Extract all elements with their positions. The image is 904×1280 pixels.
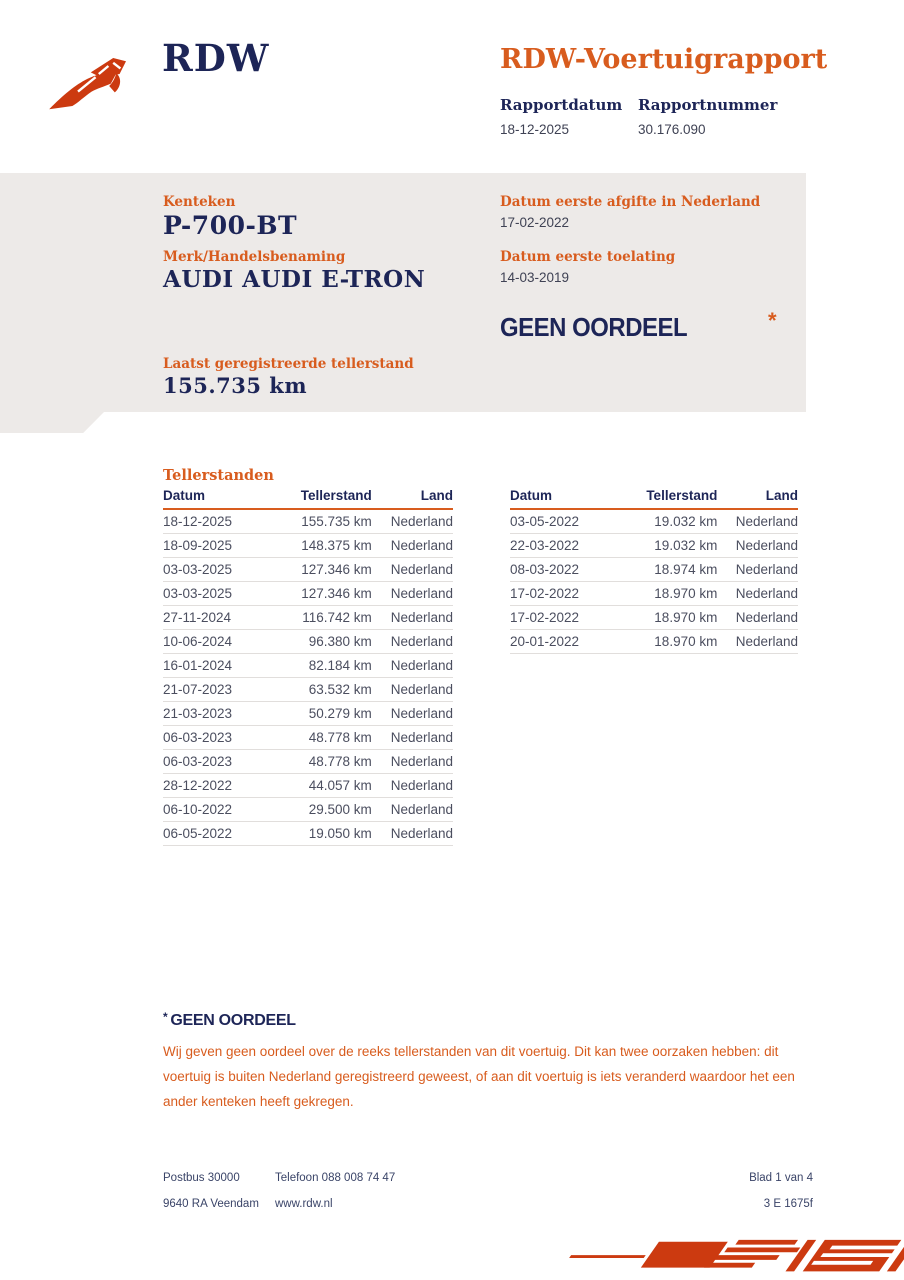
report-date-label: Rapportdatum — [500, 96, 623, 114]
rdw-feather-logo-icon — [40, 50, 148, 114]
table-cell: Nederland — [372, 606, 453, 630]
table-cell: 19.032 km — [622, 534, 717, 558]
table-cell: 21-03-2023 — [163, 702, 276, 726]
toelating-value: 14-03-2019 — [500, 270, 570, 285]
table-cell: 10-06-2024 — [163, 630, 276, 654]
afgifte-label: Datum eerste afgifte in Nederland — [500, 194, 761, 210]
table-cell: Nederland — [372, 630, 453, 654]
table-row — [163, 702, 453, 726]
table-cell: 18-12-2025 — [163, 509, 276, 534]
table-cell: Nederland — [717, 558, 798, 582]
table-cell: Nederland — [372, 774, 453, 798]
footnote-asterisk: * — [163, 1010, 168, 1024]
merk-value: AUDI AUDI E-TRON — [163, 266, 426, 293]
table-cell: Nederland — [372, 702, 453, 726]
table-cell: 03-03-2025 — [163, 582, 276, 606]
verdict-footnote — [163, 1010, 825, 1114]
table-cell: 20-01-2022 — [510, 630, 622, 654]
footer-phone: Telefoon 088 008 74 47 — [275, 1172, 396, 1184]
table-cell: Nederland — [372, 798, 453, 822]
table-cell: 18.970 km — [622, 630, 717, 654]
kenteken-value: P-700-BT — [163, 211, 298, 240]
table-header-row — [510, 488, 798, 509]
table-cell: 29.500 km — [276, 798, 372, 822]
table-cell: 127.346 km — [276, 582, 372, 606]
table-cell: 08-03-2022 — [510, 558, 622, 582]
table-cell: Nederland — [372, 582, 453, 606]
odometer-table-left — [163, 488, 453, 846]
table-cell: 03-05-2022 — [510, 509, 622, 534]
table-row — [510, 630, 798, 654]
table-cell: 06-05-2022 — [163, 822, 276, 846]
table-row — [163, 822, 453, 846]
table-row — [163, 582, 453, 606]
table-cell: Nederland — [372, 822, 453, 846]
summary-panel-notch — [0, 412, 104, 433]
column-header-land: Land — [372, 488, 453, 509]
table-row — [163, 654, 453, 678]
kenteken-label: Kenteken — [163, 194, 236, 210]
footnote-heading — [163, 1010, 825, 1030]
table-row — [163, 534, 453, 558]
table-cell: 127.346 km — [276, 558, 372, 582]
footer-contact — [163, 1172, 813, 1224]
table-row — [163, 798, 453, 822]
report-number-value: 30.176.090 — [638, 122, 706, 137]
report-number-label: Rapportnummer — [638, 96, 778, 114]
table-cell: 148.375 km — [276, 534, 372, 558]
table-cell: Nederland — [372, 558, 453, 582]
table-header-row — [163, 488, 453, 509]
table-row — [163, 558, 453, 582]
footer-website: www.rdw.nl — [275, 1198, 333, 1210]
table-row — [163, 678, 453, 702]
page-title: RDW-Voertuigrapport — [500, 44, 828, 75]
table-row — [163, 750, 453, 774]
table-cell: 17-02-2022 — [510, 582, 622, 606]
report-meta — [500, 96, 777, 137]
section-title-tellerstanden: Tellerstanden — [163, 467, 274, 484]
merk-label: Merk/Handelsbenaming — [163, 249, 346, 265]
table-cell: 48.778 km — [276, 726, 372, 750]
afgifte-value: 17-02-2022 — [500, 215, 570, 230]
column-header-datum: Datum — [510, 488, 622, 509]
table-cell: 18.974 km — [622, 558, 717, 582]
table-row — [163, 509, 453, 534]
table-row — [510, 606, 798, 630]
table-cell: 19.032 km — [622, 509, 717, 534]
logo-wordmark: RDW — [162, 36, 270, 80]
table-cell: Nederland — [372, 678, 453, 702]
tellerstand-label: Laatst geregistreerde tellerstand — [163, 356, 414, 372]
page-number: Blad 1 van 4 — [749, 1172, 813, 1184]
footnote-body: Wij geven geen oordeel over de reeks tellerstanden van dit voertuig. Dit kan twee oorzaken hebben: dit voertuig is buiten Nederland geregistreerd geweest, of aan dit voertuig is iets veranderd waardoor het een ander kenteken heeft gekregen. — [163, 1044, 795, 1109]
column-header-tellerstand: Tellerstand — [622, 488, 717, 509]
table-row — [510, 534, 798, 558]
table-cell: 18-09-2025 — [163, 534, 276, 558]
table-cell: Nederland — [372, 654, 453, 678]
column-header-datum: Datum — [163, 488, 276, 509]
table-cell: Nederland — [717, 509, 798, 534]
table-cell: 18.970 km — [622, 582, 717, 606]
table-cell: 28-12-2022 — [163, 774, 276, 798]
table-row — [510, 582, 798, 606]
table-cell: 63.532 km — [276, 678, 372, 702]
table-cell: 06-03-2023 — [163, 750, 276, 774]
table-cell: 17-02-2022 — [510, 606, 622, 630]
table-cell: 96.380 km — [276, 630, 372, 654]
verdict-asterisk: * — [768, 308, 777, 333]
column-header-tellerstand: Tellerstand — [276, 488, 372, 509]
table-cell: 155.735 km — [276, 509, 372, 534]
footnote-heading-text: GEEN OORDEEL — [170, 1012, 296, 1029]
verdict-text: GEEN OORDEEL — [500, 312, 688, 342]
report-date-value: 18-12-2025 — [500, 122, 570, 137]
table-cell: 21-07-2023 — [163, 678, 276, 702]
speed-lines-art-icon — [512, 1236, 904, 1280]
footer-address-line2: 9640 RA Veendam — [163, 1198, 259, 1210]
table-cell: Nederland — [717, 582, 798, 606]
table-cell: 03-03-2025 — [163, 558, 276, 582]
table-row — [510, 558, 798, 582]
table-cell: 18.970 km — [622, 606, 717, 630]
table-cell: 44.057 km — [276, 774, 372, 798]
column-header-land: Land — [717, 488, 798, 509]
footer-page-info — [749, 1172, 813, 1224]
table-cell: Nederland — [717, 630, 798, 654]
table-row — [510, 509, 798, 534]
toelating-label: Datum eerste toelating — [500, 249, 676, 265]
odometer-table-right — [510, 488, 798, 654]
table-cell: 116.742 km — [276, 606, 372, 630]
table-row — [163, 774, 453, 798]
table-cell: 22-03-2022 — [510, 534, 622, 558]
table-cell: Nederland — [717, 606, 798, 630]
table-cell: 19.050 km — [276, 822, 372, 846]
footer-address-line1: Postbus 30000 — [163, 1172, 240, 1184]
table-row — [163, 630, 453, 654]
table-cell: 27-11-2024 — [163, 606, 276, 630]
tellerstand-value: 155.735 km — [163, 373, 308, 398]
document-code: 3 E 1675f — [763, 1198, 813, 1210]
table-cell: Nederland — [372, 750, 453, 774]
table-cell: 06-10-2022 — [163, 798, 276, 822]
table-cell: 50.279 km — [276, 702, 372, 726]
table-cell: Nederland — [372, 726, 453, 750]
table-cell: Nederland — [717, 534, 798, 558]
table-cell: 48.778 km — [276, 750, 372, 774]
table-cell: Nederland — [372, 509, 453, 534]
table-row — [163, 726, 453, 750]
table-cell: Nederland — [372, 534, 453, 558]
table-cell: 82.184 km — [276, 654, 372, 678]
table-row — [163, 606, 453, 630]
table-cell: 16-01-2024 — [163, 654, 276, 678]
table-cell: 06-03-2023 — [163, 726, 276, 750]
